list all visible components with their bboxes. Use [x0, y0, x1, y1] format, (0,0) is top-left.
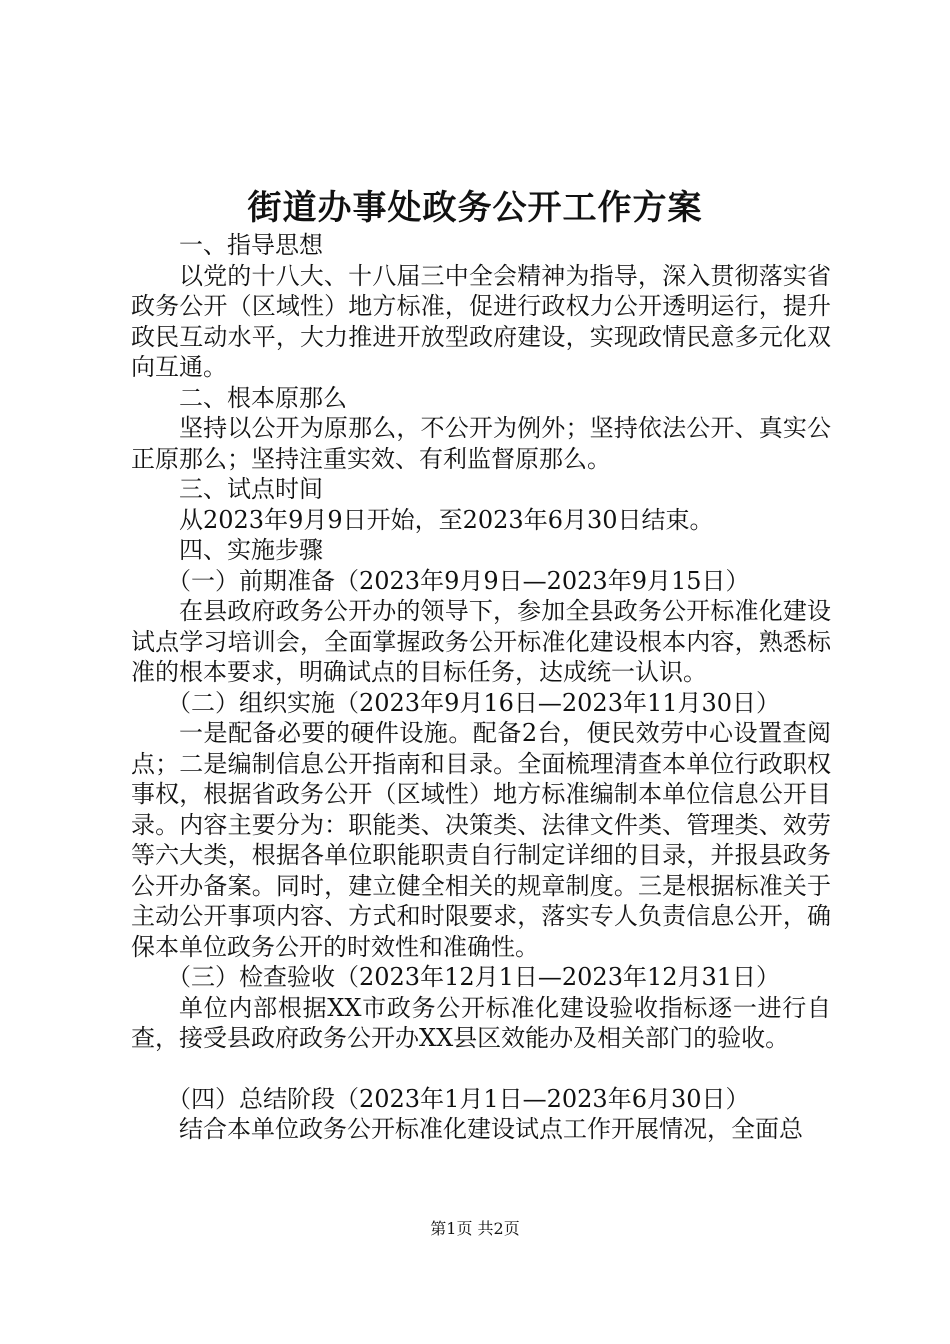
document-body — [131, 230, 831, 1145]
paragraph-pilot-period: 从2023年9月9日开始，至2023年6月30日结束。 — [179, 505, 714, 534]
paragraph-inspection: 单位内部根据XX市政务公开标准化建设验收指标逐一进行自查，接受县政府政务公开办XX县区效能办及相关部门的验收。 — [131, 993, 831, 1052]
document-title: 街道办事处政务公开工作方案 — [247, 188, 703, 228]
paragraph-summary: 结合本单位政务公开标准化建设试点工作开展情况，全面总 — [179, 1115, 803, 1143]
section-heading-basic-principles: 二、根本原那么 — [179, 383, 347, 412]
subheading-summary: （四）总结阶段（2023年1月1日—2023年6月30日） — [167, 1084, 750, 1113]
section-heading-implementation-steps: 四、实施步骤 — [179, 536, 323, 564]
paragraph-organization: 一是配备必要的硬件设施。配备2台，便民效劳中心设置查阅点；二是编制信息公开指南和目录。全面梳理清查本单位行政职权事权，根据省政务公开（区域性）地方标准编制本单位信息公开目录。内容主要分为：职能类、决策类、法律文件类、管理类、效劳等六大类，根据各单位职能职责自行制定详细的目录，并报县政务公开办备案。同时，建立健全相关的规章制度。三是根据标准关于主动公开事项内容、方式和时限要求，落实专人负责信息公开，确保本单位政务公开的时效性和准确性。 — [131, 719, 831, 961]
paragraph-guiding-ideology: 以党的十八大、十八届三中全会精神为指导，深入贯彻落实省政务公开（区域性）地方标准，促进行政权力公开透明运行，提升政民互动水平，大力推进开放型政府建设，实现政情民意多元化双向互通。 — [131, 261, 831, 381]
subheading-inspection: （三）检查验收（2023年12月1日—2023年12月31日） — [167, 963, 781, 991]
section-heading-pilot-period: 三、试点时间 — [179, 475, 323, 503]
section-heading-guiding-ideology: 一、指导思想 — [179, 231, 323, 259]
page-footer: 第1页 共2页 — [430, 1219, 520, 1238]
subheading-preparation: （一）前期准备（2023年9月9日—2023年9月15日） — [167, 566, 750, 595]
subheading-organization: （二）组织实施（2023年9月16日—2023年11月30日） — [167, 688, 781, 717]
paragraph-basic-principles: 坚持以公开为原那么，不公开为例外；坚持依法公开、真实公正原那么；坚持注重实效、有利监督原那么。 — [131, 414, 831, 473]
paragraph-preparation: 在县政府政务公开办的领导下，参加全县政务公开标准化建设试点学习培训会，全面掌握政务公开标准化建设根本内容，熟悉标准的根本要求，明确试点的目标任务，达成统一认识。 — [131, 597, 831, 686]
